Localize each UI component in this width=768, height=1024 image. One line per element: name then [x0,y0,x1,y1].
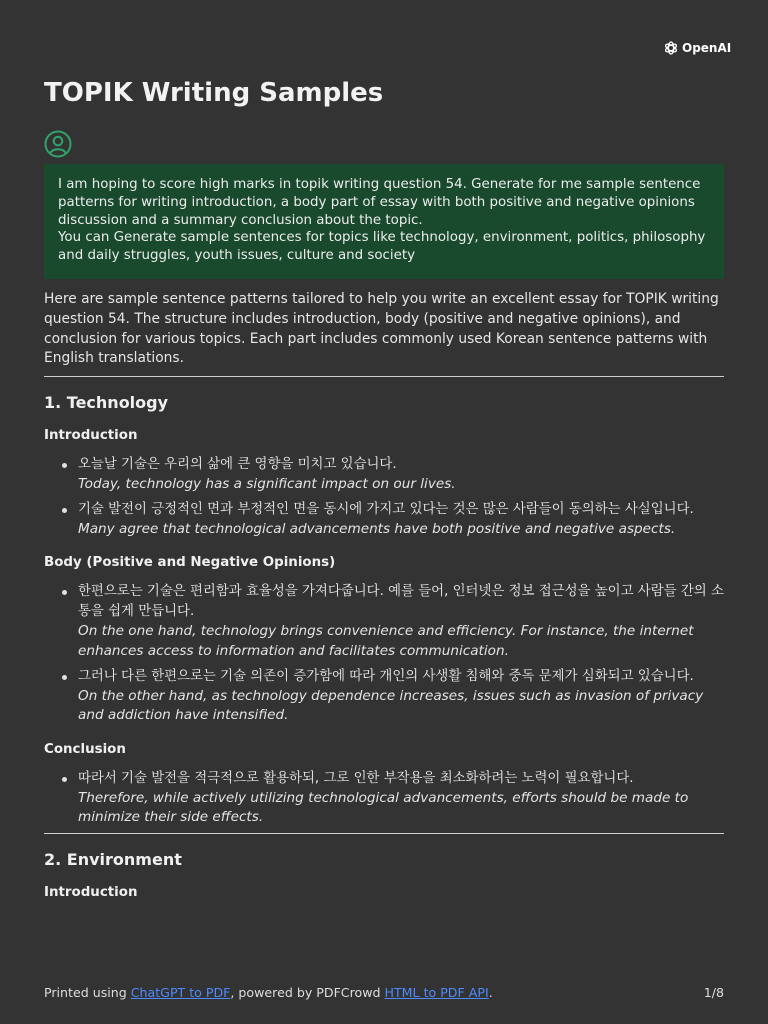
english-translation: On the one hand, technology brings convenience and efficiency. For instance, the internet enhances access to information and facilitates communication. [78,623,694,659]
response-intro: Here are sample sentence patterns tailored to help you write an excellent essay for TOPIK writing question 54. The structure includes introduction, body (positive and negative opinions), and conclusion for various topics. Each part includes commonly used Korean sentence patterns with English translations. [44,291,719,367]
html-to-pdf-api-link[interactable]: HTML to PDF API [384,985,489,1000]
section-title-environment: 2. Environment [44,849,182,869]
conclusion-list [44,769,724,828]
page-number: 1/8 [703,985,724,1000]
subheading-conclusion: Conclusion [44,741,126,757]
user-avatar-icon [44,130,72,158]
divider [44,376,724,377]
korean-sentence: 오늘날 기술은 우리의 삶에 큰 영향을 미치고 있습니다. [78,457,397,473]
list-item [78,455,724,495]
list-item [78,667,724,726]
footer-middle: , powered by PDFCrowd [230,985,385,1000]
prompt-line-2: You can Generate sample sentences for topics like technology, environment, politics, philosophy and daily struggles, youth issues, culture and society [58,230,706,264]
english-translation: Many agree that technological advancements have both positive and negative aspects. [78,520,676,537]
korean-sentence: 한편으로는 기술은 편리함과 효율성을 가져다줍니다. 예를 들어, 인터넷은 정보 접근성을 높이고 사람들 간의 소통을 쉽게 만듭니다. [78,584,724,620]
footer-prefix: Printed using [44,985,131,1000]
list-item [78,582,724,661]
subheading-introduction: Introduction [44,884,138,900]
openai-icon [663,40,679,56]
openai-logo [663,40,731,56]
user-prompt [44,164,724,279]
korean-sentence: 따라서 기술 발전을 적극적으로 활용하되, 그로 인한 부작용을 최소화하려는 노력이 필요합니다. [78,770,634,786]
english-translation: On the other hand, as technology dependence increases, issues such as invasion of privacy and addiction have intensified. [78,687,704,724]
list-item [78,769,724,828]
korean-sentence: 기술 발전이 긍정적인 면과 부정적인 면을 동시에 가지고 있다는 것은 많은 사람들이 동의하는 사실입니다. [78,501,694,517]
subheading-body: Body (Positive and Negative Opinions) [44,555,336,571]
footer-suffix: . [488,985,493,1000]
divider [44,833,724,834]
section-title-technology: 1. Technology [44,393,169,413]
chatgpt-to-pdf-link[interactable]: ChatGPT to PDF [130,985,231,1000]
page-title: TOPIK Writing Samples [44,78,384,108]
list-item [78,500,724,540]
english-translation: Today, technology has a significant impact on our lives. [78,476,456,493]
prompt-line-1: I am hoping to score high marks in topik writing question 54. Generate for me sample sentence patterns for writing introduction, a body part of essay with both positive and negative opinions discussion and a summary conclusion about the topic. [58,177,701,228]
openai-wordmark: OpenAI [682,41,732,55]
subheading-introduction: Introduction [44,428,138,444]
footer-credit [44,985,493,1000]
introduction-list [44,455,724,539]
korean-sentence: 그러나 다른 한편으로는 기술 의존이 증가함에 따라 개인의 사생활 침해와 중독 문제가 심화되고 있습니다. [78,668,694,684]
response-content [44,290,724,900]
print-footer [44,985,724,1000]
english-translation: Therefore, while actively utilizing technological advancements, efforts should be made to minimize their side effects. [78,789,689,826]
body-list [44,582,724,725]
